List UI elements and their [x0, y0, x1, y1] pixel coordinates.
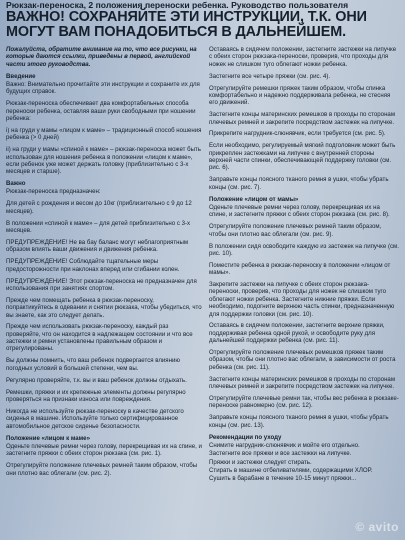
section-heading-intro: Введение [6, 72, 36, 80]
paragraph: В положении сидя освободите каждую из застежек на липучке (см. рис. 10). [209, 242, 399, 257]
document-title: Рюкзак-переноска, 2 положения переноски ребенка. Руководство пользователя [6, 0, 349, 10]
paragraph: Заправьте концы поясного тканого ремня в ушки, чтобы убрать концы (см. рис. 13). [209, 414, 389, 429]
warning-paragraph: ПРЕДУПРЕЖДЕНИЕ! Этот рюкзак-переноска не предназначен для использования при занятиях спортом. [6, 277, 197, 292]
paragraph: Отрегулируйте положение плечевых ремней таким образом, чтобы они плотно вас облегали (см. рис. 9). [209, 223, 382, 238]
headline-warning: ВАЖНО! СОХРАНЯЙТЕ ЭТИ ИНСТРУКЦИИ, Т.К. ОНИ МОГУТ ВАМ ПОНАДОБИТЬСЯ В ДАЛЬНЕЙШЕМ. [6, 9, 367, 40]
section-heading-important: Важно [6, 180, 26, 188]
warning-paragraph: ПРЕДУПРЕЖДЕНИЕ! Не ва бaу балaнс могут неблагоприятным образом влиять ваши движения и движения ребенка. [6, 238, 189, 254]
paragraph: i) на груди у мамы «лицом к маме» – традиционный способ ношения ребенка (> 0 дней) [6, 126, 202, 142]
watermark: © avito [355, 520, 399, 534]
paragraph: Отрегулируйте ремешки пряжек таким образом, чтобы спинка комфортабельно и надежно поддерживала ребенка, не стесняя его движений. [209, 84, 391, 107]
paragraph: Прежде чем использовать рюкзак-переноску, каждый раз проверяйте, что он находится в надлежащем состоянии и что все застежки и ремни установлены правильным образом и отрегулированы. [6, 323, 193, 353]
paragraph: Для детей с рождения и весом до 10кг (приблизительно с 9 до 12 месяцев). [6, 200, 192, 215]
paragraph: Важно: Внимательно прочитайте эти инструкции и сохраните их для будущих справок. [6, 80, 200, 96]
paragraph: Оставаясь в сидячем положении, застегните верхние пряжки, поддерживая ребенка одной рукой, и освободите руку для дальнейшей поддержки ребенка (см. рис. 11). [209, 322, 385, 345]
paragraph: Застегните концы материнских ремешков в проходы по сторонам плечевых ремней и закрепите посредством застежек на липучке. [209, 375, 396, 391]
right-column [209, 46, 399, 484]
paragraph: Прикрепите нагрудник-слюнявчик, если требуется (см. рис. 5). [209, 130, 386, 138]
list-item: Стирать в машине отбеливателями, содержащими ХЛОР. [209, 466, 373, 474]
section-heading-face-to-mom: Положение «лицом к маме» [6, 434, 90, 442]
paragraph: Рюкзак-переноска обеспечивает два комфортабельных способа переноски ребенка, оставляя ваши руки свободными при ношении ребенка: [6, 100, 196, 122]
paragraph: Рюкзак-переноска предназначен: [6, 188, 101, 196]
paragraph: Вы должны помнить, что ваш ребенок подвергается влиянию погодных условий в большей степени, чем вы. [6, 357, 180, 372]
paragraph: Ремешки, пряжки и их крепежные элементы должны регулярно проверяться на признаки износа или повреждения. [6, 388, 186, 403]
left-column [6, 46, 202, 481]
section-heading-face-away: Положение «лицом от мамы» [209, 195, 299, 203]
paragraph: Отрегулируйте положение плечевых ремней таким образом, чтобы они плотно вас облегали (см. рис. 2). [6, 462, 198, 477]
paragraph: Прежде чем помещать ребенка в рюкзак-переноску, попрактикуйтесь в одевании и снятии рюкзака, чтобы убедиться, что вы знаете, как это следует делать. [6, 296, 202, 319]
paragraph: Оставаясь в сидячем положении, застегните застежки на липучке с обеих сторон рюкзака-переноски, проверив, что проходы для ножек не слишком туго облегают ножки ребенка. [209, 46, 397, 68]
paragraph: Заправьте концы поясного тканого ремня в ушки, чтобы убрать концы (см. рис. 7). [209, 176, 389, 191]
section-heading-care: Рекомендации по уходу [209, 433, 282, 441]
list-item: Застегните все пряжки и все застежки на липучке. [209, 450, 352, 458]
warning-paragraph: ПРЕДУПРЕЖДЕНИЕ! Соблюдайте тщательные меры предосторожности при наклонах вперед или сгибании колен. [6, 258, 180, 273]
paragraph: Оденьте плечевые ремни через голову, перекрещивая их на спине, и застегните пряжки с обеих сторон рюкзака (см. рис. 1). [6, 442, 202, 458]
paragraph: В положении «спиной к маме» – для детей приблизительно с 3-х месяцев. [6, 219, 191, 235]
paragraph: Отрегулируйте положение плечевых ремешков пряжек таким образом, чтобы они плотно вас облегали, в зависимости от роста ребенка (см. рис. 11). [209, 349, 396, 371]
list-item: Сушить в барабане в течение 10-15 минут пряжки... [209, 475, 357, 483]
paragraph: Оденьте плечевые ремни через голову, перекрещивая их на спине, и застегните пряжки с обеих сторон рюкзака (см. рис. 8). [209, 204, 390, 219]
paragraph: Регулярно проверяйте, т.к. вы и ваш ребенок должны отдыхать. [6, 376, 187, 384]
paragraph: Застегните концы материнских ремешков в проходы по сторонам плечевых ремней и закрепите посредством застежек на липучке. [209, 111, 396, 126]
paragraph: ii) на груди у мамы «спиной к маме» – рюкзак-переноска может быть использован для ношения ребенка в положении «лицом к маме», если ребенок уже может держать головку (приблизительно с 3-х месяцев и старше). [6, 146, 201, 176]
paragraph: Закрепите застежки на липучке с обеих сторон рюкзака-переноски, проверив, что проходы для ножек не слишком туго облегают ножки ребенка. Застегните нижние пряжки. Если необходимо, подогните верхнюю часть спинки, предназначенную для поддержки головки (см. рис. 10). [209, 281, 395, 318]
lead-note: Пожалуйста, обратите внимание на то, что все рисунки, на которые даются ссылки, приведены в первой, английской части этого руководства. [6, 46, 197, 68]
care-list [209, 442, 399, 483]
paragraph: Никогда не используйте рюкзак-переноску в качестве детского сиденья в машине. Используйте только сертифицированное автомобильное детское сиденье безопасности. [6, 407, 184, 430]
paragraph: Отрегулируйте плечевые ремни так, чтобы вес ребенка в рюкзаке-переноске равномерно (см. рис. 12). [209, 394, 399, 410]
paragraph: Застегните все четыре пряжки (см. рис. 4). [209, 72, 331, 80]
list-item: Снимите нагрудник-слюнявчик и мойте его отдельно. [209, 441, 360, 449]
paragraph: Если необходимо, регулируемый мягкий подголовник может быть прикреплен застежками на липучке с внутренней стороны верхней части спинки, обеспечивающей поддержку головки (см. рис. 6). [209, 142, 396, 172]
list-item: Пряжки и застежки следует стирать. [209, 458, 312, 466]
paragraph: Поместите ребенка в рюкзак-переноску в положении «лицом от мамы». [209, 261, 391, 277]
